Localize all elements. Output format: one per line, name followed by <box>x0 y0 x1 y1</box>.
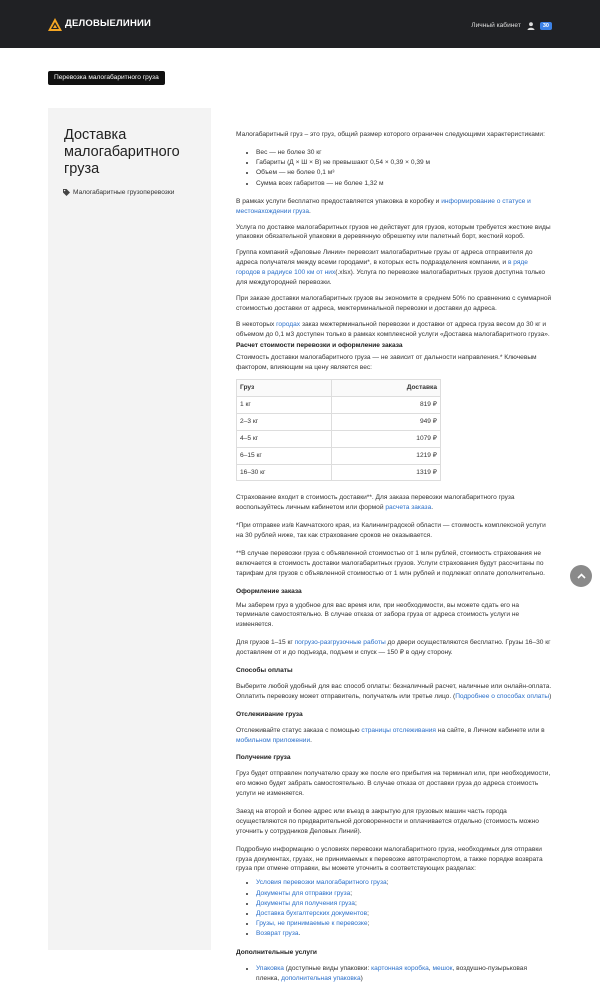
order-paragraph: Мы заберем груз в удобное для вас время или, при необходимости, вы можете сдать его на терминале самостоятельно. В случае отказа от забора груза от адреса стоимость услуги не изменяется. <box>236 601 520 629</box>
text: до двери осуществляются бесплатно. Грузы 16–30 кг доставляем от и до подъезда, подъем и спуск — 150 ₽ в одну сторону. <box>236 639 551 657</box>
text: Для грузов 1–15 кг <box>236 639 295 647</box>
tracking-heading: Отслеживание груза <box>236 710 303 718</box>
sidebar <box>48 108 211 950</box>
text: . <box>310 736 312 744</box>
spec-item: • Габариты (Д × Ш × В) не превышают 0,54 × 0,39 × 0,39 м <box>256 158 552 168</box>
insurance-paragraph <box>236 493 552 513</box>
receive-docs-link[interactable]: Документы для получения груза <box>256 899 355 907</box>
calc-paragraph: Стоимость доставки малогабаритного груза — не зависит от дальности направления.* Ключевым фактором, влияющим на цену является вес: <box>236 354 537 372</box>
list-item: • Возврат груза. <box>256 929 552 939</box>
chevron-up-icon <box>577 573 586 579</box>
spec-list <box>256 148 552 189</box>
list-item: • Документы для отправки груза; <box>256 889 552 899</box>
table-row <box>237 413 441 430</box>
notification-badge: 30 <box>540 22 552 31</box>
group-paragraph <box>236 248 552 288</box>
account-label: Личный кабинет <box>471 22 521 29</box>
bag-link[interactable]: мешок <box>432 964 453 972</box>
text: (.xlsx). Услуга по перевозке малогабаритных грузов доступна только для междугородней перевозки. <box>236 269 546 286</box>
table-header-row <box>237 380 441 397</box>
user-icon <box>527 22 535 30</box>
payment-methods-link[interactable]: Подробнее о способах оплаты <box>455 692 550 700</box>
main-content <box>236 130 552 990</box>
table-row <box>237 447 441 464</box>
order-heading: Оформление заказа <box>236 587 302 595</box>
cities-link[interactable]: городах <box>276 320 301 328</box>
table-row <box>237 464 441 481</box>
text: В рамках услуги бесплатно предоставляется упаковка в коробку и <box>236 197 442 205</box>
column-header-weight: Груз <box>237 380 332 397</box>
page-title: Доставка малогабаритного груза <box>64 127 180 177</box>
cities-paragraph <box>236 320 552 340</box>
weight-cell: 4–5 кг <box>237 430 332 447</box>
text: . <box>309 207 311 215</box>
weight-cell: 6–15 кг <box>237 447 332 464</box>
column-header-price: Доставка <box>331 380 440 397</box>
text: (доступные виды упаковки: <box>283 964 372 972</box>
site-header <box>0 0 600 48</box>
spec-item: • Объем — не более 0,1 м³ <box>256 168 552 178</box>
logo[interactable] <box>48 17 151 31</box>
text: В некоторых <box>236 320 277 328</box>
loading-works-link[interactable]: погрузо-разгрузочные работы <box>294 639 386 647</box>
savings-paragraph: При заказе доставки малогабаритных грузов вы экономите в среднем 50% по сравнению с суммарной стоимостью доставки от адреса, межтерминальной перевозки и доставки до адреса. <box>236 294 552 312</box>
weight-cell: 16–30 кг <box>237 464 332 481</box>
text: Выберите любой удобный для вас способ оплаты: безналичный расчет, наличные или онлайн-оплата. Оплатить перевозку может отправитель, получатель или третье лицо. ( <box>236 682 552 700</box>
text: ) <box>549 692 552 700</box>
logo-icon <box>48 18 62 31</box>
intro-text: Малогабаритный груз – это груз, общий размер которого ограничен следующими характеристиками: <box>236 131 545 138</box>
order-calc-link[interactable]: расчета заказа <box>385 504 432 512</box>
text: заказ межтерминальной перевозки и доставки от адреса груза весом до 30 кг и объемом до 0,1 м3 доступен только в рамках комплексной услуги «Доставка малогабаритного груза». <box>236 320 550 338</box>
text: ) <box>360 974 363 982</box>
cardboard-box-link[interactable]: картонная коробка <box>371 964 429 972</box>
spec-item: • Сумма всех габаритов — не более 1,32 м <box>256 179 552 189</box>
extra-services-heading: Дополнительные услуги <box>236 948 317 956</box>
account-link[interactable] <box>471 21 552 31</box>
text: Группа компаний «Деловые Линии» перевозит малогабаритные грузы от адреса отправителя до адреса получателя между всеми городами*, в которых есть подразделения компании, и <box>236 249 533 267</box>
tag-icon <box>63 189 70 196</box>
receive-paragraph-1: Груз будет отправлен получателю сразу же после его прибытия на терминал или, при необходимости, его можно будет забрать самостоятельно. В случае отказа от доставки груза до адреса стоимость услуги не изменяется. <box>236 770 551 798</box>
mobile-app-link[interactable]: мобильном приложении <box>236 736 311 744</box>
breadcrumb[interactable]: Перевозка малогабаритного груза <box>48 71 165 85</box>
text: . <box>431 504 434 512</box>
send-docs-link[interactable]: Документы для отправки груза <box>256 889 351 897</box>
packaging-paragraph <box>236 197 552 217</box>
packaging-link[interactable]: Упаковка <box>256 964 284 972</box>
text: , воздушно-пузырьковая пленка, <box>256 964 528 982</box>
scroll-to-top-button[interactable] <box>570 565 592 587</box>
cargo-return-link[interactable]: Возврат груза <box>256 930 299 938</box>
price-cell: 819 ₽ <box>331 397 440 414</box>
text: на сайте, в Личном кабинете или в <box>436 726 545 734</box>
list-item <box>256 964 552 984</box>
prohibited-cargo-link[interactable]: Грузы, не принимаемые к перевозке <box>256 920 368 928</box>
price-cell: 1079 ₽ <box>331 430 440 447</box>
tracking-page-link[interactable]: страницы отслеживания <box>361 726 437 734</box>
weight-cell: 1 кг <box>237 397 332 414</box>
receive-paragraph-2: Заезд на второй и более адрес или въезд в закрытую для грузовых машин часть города осуществляются по предварительной договоренности и оплачивается отдельно (стоимость можно уточнить у сотрудников Деловых Линий). <box>236 807 539 835</box>
list-item: • Документы для получения груза; <box>256 899 552 909</box>
extra-services-list <box>256 964 552 984</box>
table-row <box>237 430 441 447</box>
cities-radius-link[interactable]: в ряде городов в радиусе 100 км от них <box>236 259 528 277</box>
conditions-link[interactable]: Условия перевозки малогабаритного груза <box>256 879 387 887</box>
payment-paragraph <box>236 682 552 702</box>
price-cell: 1319 ₽ <box>331 464 440 481</box>
extra-packaging-link[interactable]: дополнительная упаковка <box>281 974 361 982</box>
receive-heading: Получение груза <box>236 754 291 762</box>
text: Страхование входит в стоимость доставки**. Для заказа перевозки малогабаритного груза воспользуйтесь личным кабинетом или формой <box>236 494 515 512</box>
calc-heading: Расчет стоимости перевозки и оформление заказа <box>236 342 403 350</box>
text: , <box>428 964 433 972</box>
weight-cell: 2–3 кг <box>237 413 332 430</box>
footnote-2: **В случае перевозки груза с объявленной стоимостью от 1 млн рублей, стоимость страхования не включается в стоимость доставки малогабаритных грузов. Услуги страхования будут рассчитаны по тарифам для грузов с объявленной стоимостью от 1 млн рублей и подлежат оплате дополнительно. <box>236 550 545 577</box>
related-links-list <box>256 878 552 939</box>
price-cell: 1219 ₽ <box>331 447 440 464</box>
loading-paragraph <box>236 638 552 658</box>
category-tag[interactable] <box>63 188 174 198</box>
rigid-packaging-note: Услуга по доставке малогабаритных грузов не действует для грузов, которым требуется жесткие виды упаковки обязательной упаковки в деревянную обрешетку или палетный борт, жесткий короб. <box>236 223 551 241</box>
list-item: • Грузы, не принимаемые к перевозке; <box>256 919 552 929</box>
spec-item: • Вес — не более 30 кг <box>256 148 552 158</box>
price-table <box>236 379 441 481</box>
table-row <box>237 397 441 414</box>
status-info-link[interactable]: информирование о статусе и местонахождении груза <box>236 197 531 215</box>
text: Отслеживайте статус заказа с помощью <box>236 726 362 734</box>
accounting-docs-link[interactable]: Доставка бухгалтерских документов <box>256 909 368 917</box>
price-cell: 949 ₽ <box>331 413 440 430</box>
logo-text: ДЕЛОВЫЕЛИНИИ <box>65 17 152 29</box>
list-item: • Доставка бухгалтерских документов; <box>256 909 552 919</box>
tracking-paragraph <box>236 726 552 746</box>
payment-heading: Способы оплаты <box>236 667 293 675</box>
category-tag-label: Малогабаритные грузоперевозки <box>73 189 175 196</box>
more-info-paragraph: Подробную информацию о условиях перевозки малогабаритного груза, необходимых для отправки груза документах, грузах, не принимаемых к перевозке автотранспортом, а также порядке возврата груза при отмене отправки, вы можете уточнить в соответствующих разделах: <box>236 845 543 873</box>
footnote-1: *При отправке из/в Камчатского края, из Калининградской области — стоимость комплексной услуги на 30 рублей ниже, так как страхование сроков не оказывается. <box>236 522 546 540</box>
list-item: • Условия перевозки малогабаритного груза; <box>256 878 552 888</box>
